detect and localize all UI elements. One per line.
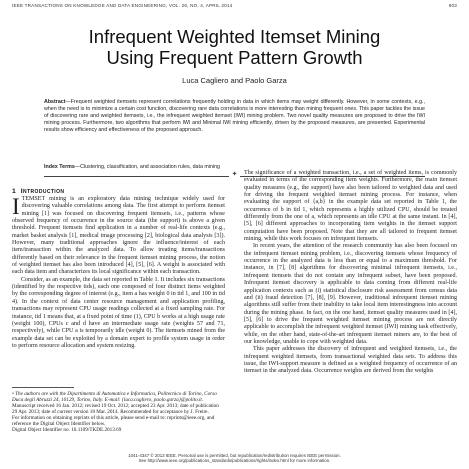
footnote-manuscript: Manuscript received 16 Jan. 2012; revised 19 Oct. 2012; accepted 23 Apr. 2013; date of publication 29 Apr. 2013; date of current version 18 Mar. 2014. Recommended for acceptance by J. Freire. — [12, 403, 219, 416]
title-line-2: Using Frequent Pattern Growth — [106, 47, 363, 68]
copyright-line-1: 1041-4347 © 2013 IEEE. Personal use is permitted, but republication/redistribution requires IEEE permission. — [128, 453, 341, 458]
footnote-divider — [12, 387, 74, 388]
intro-paragraph-2: Consider, as an example, the data set reported in Table 1. It includes six transactions (identified by the respective tids), each one composed of four distinct items weighted by the corresponding degree of interest (e.g., item a has weight 0 in tid 1, and 100 in tid 4). In the context of data center resource management and application profiling, transactions may represent CPU usage readings collected at a fixed sampling rate. For instance, tid 1 means that, at a fixed point of time (1), CPU b works at a high usage rate (weight 100), CPUs c and d have an intermediate usage rate (weights 57 and 71, respectively), while CPU a is temporarily idle (weight 0). The itemsets mined from the example data set can be exploited by a domain expert to profile system usage in order to perform resource allocation and system resizing. — [12, 276, 225, 349]
abstract-label: Abstract — [44, 99, 66, 105]
footnote-affiliation: • The authors are with the Dipartimento di Automatica e Informatica, Politecnico di Torino, Corso Duca degli Abruzzi 24, 10129, Torino, Italy. E-mail: {luca.cagliero, paolo.garza}@polito.it. — [12, 391, 217, 404]
page-number: 903 — [448, 3, 457, 8]
footnote-reprints: For information on obtaining reprints of this article, please send e-mail to: reprints@ieee.org, and reference the Digital Object Identifier below. — [12, 415, 215, 428]
abstract — [44, 99, 425, 134]
footnotes — [12, 391, 225, 433]
running-header — [12, 3, 457, 12]
drop-cap: I — [12, 194, 20, 219]
right-column — [244, 170, 457, 376]
journal-info: IEEE TRANSACTIONS ON KNOWLEDGE AND DATA ENGINEERING, VOL. 26, NO. 4, APRIL 2014 — [12, 3, 233, 8]
right-paragraph-3: This paper addresses the discovery of infrequent and weighted itemsets, i.e., the infrequent weighted itemsets, from transactional weighted data sets. To address this issue, the IWI-support measure is defined as a weighted frequency of occurrence of an itemset in the analyzed data. Occurrence weights are derived from the weights — [244, 346, 457, 375]
index-terms-label: Index Terms — [44, 164, 75, 170]
copyright-line-2: See http://www.ieee.org/publications_standards/publications/rights/index.html for more information. — [138, 458, 331, 464]
abstract-text: —Frequent weighted itemsets represent correlations frequently holding in data in which items may weight differently. However, in some contexts, e.g., when the need is to minimize a certain cost function, discovering rare data correlations is more interesting than mining frequent ones. This paper tackles the issue of discovering rare and weighted itemsets, i.e., the infrequent weighted itemset (IWI) mining problem. Two novel quality measures are proposed to drive the IWI mining process. Furthermore, two algorithms that perform IWI and Minimal IWI mining efficiently, driven by the proposed measures, are presented. Experimental results show efficiency and effectiveness of the proposed approach. — [44, 99, 425, 133]
section-number: 1 — [12, 188, 17, 195]
right-paragraph-1: The significance of a weighted transaction, i.e., a set of weighted items, is commonly evaluated in terms of the corresponding item weights. Furthermore, the main itemset quality measures (e.g., the support) have also been tailored to weighted data and used for driving the frequent weighted itemset mining process. For instance, when evaluating the support of {a,b} in the example data set reported in Table 1, the occurrence of b in tid 1, which represents a highly utilized CPU, should be treated differently from the one of a, which represents an idle CPU at the same instant. In [4], [5], [6] different approaches to incorporating item weights in the itemset support computation have been proposed. Note that they are all tailored to frequent itemset mining, while this work focuses on infrequent itemsets. — [244, 170, 457, 243]
paper-title — [40, 26, 429, 68]
intro-paragraph-1-text: TEMSET mining is an exploratory data mining technique widely used for discovering valuable correlations among data. The first attempt to perform itemset mining [1] was focused on discovering frequent itemsets, i.e., patterns whose observed frequency of occurrence in the source data (the support) is above a given threshold. Frequent itemsets find application in a number of real-life contexts (e.g., market basket analysis [1], medical image processing [2], biological data analysis [3]). However, many traditional approaches ignore the influence/interest of each item/transaction within the analyzed data. To allow treating items/transactions differently based on their relevance in the frequent itemset mining process, the notion of weighted itemset has also been introduced [4], [5], [6]. A weight is associated with each data item and characterizes its local significance within each transaction. — [12, 196, 225, 276]
copyright-footer — [40, 453, 429, 464]
right-paragraph-2: In recent years, the attention of the research community has also been focused on the infrequent itemset mining problem, i.e., discovering itemsets whose frequency of occurrence in the analyzed data is less than or equal to a maximum threshold. For instance, in [7], [8] algorithms for discovering minimal infrequent itemsets, i.e., infrequent itemsets that do not contain any infrequent subset, have been proposed. Infrequent itemset discovery is applicable to data coming from different real-life application contexts such as (i) statistical disclosure risk assessment from census data and (ii) fraud detection [7], [8], [9]. However, traditional infrequent itemset mining algorithms still suffer from their inability to take local item interestingness into account during the mining phase. In fact, on the one hand, itemset quality measures used in [4], [5], [6] to drive the frequent weighted itemset mining process are not directly applicable to accomplish the infrequent weighted itemset (IWI) mining task effectively, while, on the other hand, state-of-the-art infrequent itemset miners are, to the best of our knowledge, unable to cope with weighted data. — [244, 243, 457, 345]
section-title: Introduction — [20, 188, 65, 195]
section-heading — [12, 188, 64, 195]
intro-paragraph-1 — [12, 196, 225, 277]
author-list: Luca Cagliero and Paolo Garza — [182, 76, 287, 85]
footnote-doi: Digital Object Identifier no. 10.1109/TKDE.2013.69 — [12, 427, 122, 434]
left-column — [12, 196, 225, 350]
title-line-1: Infrequent Weighted Itemset Mining — [88, 26, 381, 47]
index-terms-text: —Clustering, classification, and association rules, data mining — [74, 164, 220, 170]
divider-ornament: ✦ — [229, 172, 240, 178]
